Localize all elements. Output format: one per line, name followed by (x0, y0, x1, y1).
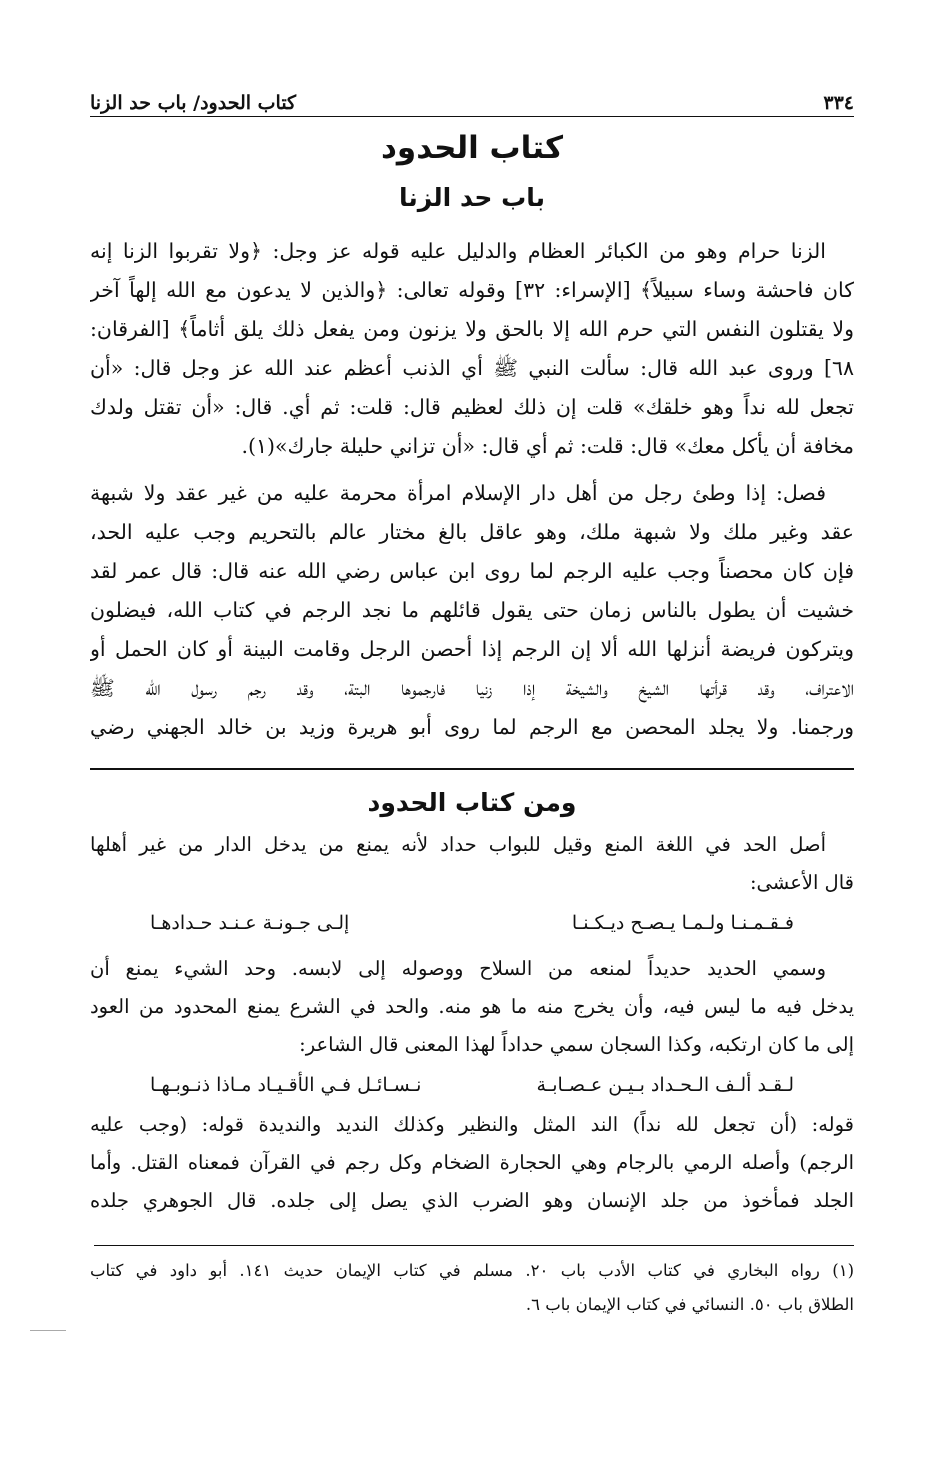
scan-mark (30, 1330, 66, 1331)
text-line: فصل: إذا وطئ رجل من أهل دار الإسلام امرأة محرمة عليه من غير عقد ولا شبهة (90, 481, 826, 505)
text-line: ولا يقتلون النفس التي حرم الله إلا بالحق ولا يزنون ومن يفعل ذلك يلق أثاماً﴾ [الفرقان: (90, 317, 854, 341)
text-line: إلى ما كان ارتكبه، وكذا السجان سمي حداداً لهذا المعنى قال الشاعر: (299, 1033, 854, 1056)
running-title: كتاب الحدود/ باب حد الزنا (90, 92, 297, 114)
text-line: تجعل لله نداً وهو خلقك» قلت إن ذلك لعظيم قال: قلت: ثم أي. قال: «أن تقتل ولدك (90, 395, 854, 419)
footnote (90, 1254, 854, 1322)
text-line: خشيت أن يطول بالناس زمان حتى يقول قائلهم ما نجد الرجم في كتاب الله، فيضلون (90, 598, 854, 622)
poetry-verse-2 (150, 1074, 794, 1096)
text-line: مخافة أن يأكل معك» قال: قلت: ثم أي قال: «أن تزاني حليلة جارك»(١). (241, 434, 854, 458)
commentary-paragraph-3 (90, 1106, 854, 1220)
text-line: فإن كان محصناً وجب عليه الرجم لما روى ابن عباس رضي الله عنه قال: قال عمر لقد (90, 559, 854, 583)
text-line: الجلد فمأخوذ من جلد الإنسان وهو الضرب الذي يصل إلى جلده. قال الجوهري جلده (90, 1189, 854, 1212)
text-line: يدخل فيه ما ليس فيه، وأن يخرج منه ما هو منه. والحد في الشرع يمنع المحدود من العود (90, 995, 854, 1018)
page-number: ٣٣٤ (823, 92, 854, 114)
fasl-paragraph (90, 474, 854, 747)
main-paragraph (90, 232, 854, 466)
footnote-line: (١) رواه البخاري في كتاب الأدب باب ٢٠. مسلم في كتاب الإيمان حديث ١٤١. أبو داود في كتاب (90, 1261, 854, 1280)
text-line: الرجم) وأصله الرمي بالرجام وهي الحجارة الضخام وكل رجم في القرآن فمعناه القتل. وأما (90, 1151, 854, 1174)
hemistich-right: فـقـمـنـا ولـمـا يـصـح ديـكـنـا (571, 912, 794, 934)
text-line: وسمي الحديد حديداً لمنعه من السلاح ووصوله إلى لابسه. وحد الشيء يمنع أن (90, 957, 826, 980)
hemistich-left: نـسـائـل فـي الأقـيـاد مـاذا ذنـوبـهـا (150, 1074, 422, 1096)
poetry-verse-1 (150, 912, 794, 934)
text-line: أصل الحد في اللغة المنع وقيل للبواب حداد لأنه يمنع من يدخل الدار من غير أهلها (90, 833, 826, 856)
text-line: الزنا حرام وهو من الكبائر العظام والدليل عليه قوله عز وجل: ﴿ولا تقربوا الزنا إنه (90, 239, 826, 263)
section-divider (90, 768, 854, 770)
text-line: ويتركون فريضة أنزلها الله ألا إن الرجم إذا أحصن الرجل وقامت البينة أو كان الحمل أو (90, 637, 854, 661)
text-line: عقد وغير ملك ولا شبهة ملك، وهو عاقل بالغ مختار عالم بالتحريم وجب عليه الحد، (90, 520, 854, 544)
footnote-divider (94, 1245, 854, 1246)
text-line: ورجمنا. ولا يجلد المحصن مع الرجم لما روى أبو هريرة وزيد بن خالد الجهني رضي (90, 715, 854, 739)
hemistich-right: لـقـد ألـف الـحـداد بـيـن عـصـابـة (536, 1074, 794, 1096)
commentary-title: ومن كتاب الحدود (367, 788, 577, 817)
book-title: كتاب الحدود (381, 130, 563, 166)
text-line: قوله: (أن تجعل لله نداً) الند المثل والنظير وكذلك النديد والنديدة قوله: (وجب عليه (90, 1113, 854, 1136)
hemistich-left: إلـى جـونـة عـنـد حـدادهـا (150, 912, 350, 934)
chapter-title: باب حد الزنا (398, 183, 546, 212)
commentary-paragraph-2 (90, 950, 854, 1064)
text-line: ٦٨] وروى عبد الله قال: سألت النبي ﷺ أي الذنب أعظم عند الله عز وجل قال: «أن (90, 356, 854, 380)
text-line: كان فاحشة وساء سبيلاً﴾ [الإسراء: ٣٢] وقوله تعالى: ﴿والذين لا يدعون مع الله إلهاً آخر (90, 278, 854, 302)
running-header (90, 78, 854, 117)
footnote-line: الطلاق باب ٥٠. النسائي في كتاب الإيمان باب ٦. (525, 1295, 854, 1314)
commentary-paragraph-1 (90, 826, 854, 902)
text-line: قال الأعشى: (749, 871, 854, 894)
text-line: الاعتراف، وقد قرأتها الشيخ والشيخة إذا زنيا فارجموها البتة، وقد رجم رسول الله ﷺ (90, 676, 854, 700)
